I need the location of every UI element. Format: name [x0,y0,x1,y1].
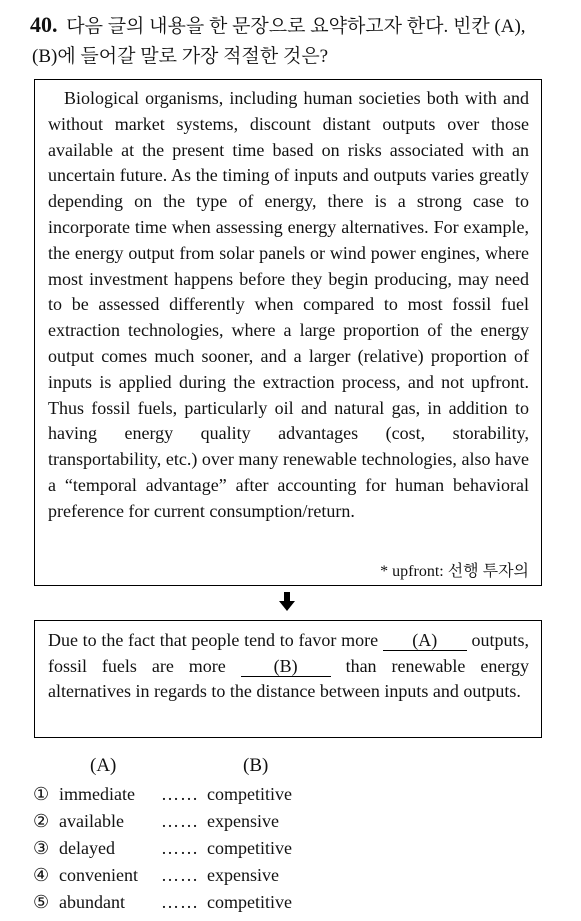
question-header [30,10,560,72]
choice-answer-b: competitive [207,784,292,804]
summary-part2: outputs, fossil fuels are more [48,630,529,676]
choice-number: ⑤ [33,892,50,912]
choice-5[interactable] [33,889,363,916]
choice-answer-a: abundant [59,892,125,912]
summary-part3: than renewable energy alternatives in regards to the distance between inputs and outputs. [48,655,529,701]
choice-number: ① [33,784,50,804]
passage-text: Biological organisms, including human societies both with and without market systems, discount distant outputs over those available at the present time based on risks associated with an uncertain future. As the timing of inputs and outputs varies greatly depending on the type of energy, there is a strong case to incorporate time when assessing energy alternatives. For example, the energy output from solar panels or wind power engines, where most investment happens before they begin producing, may need to be assessed differently when compared to most fossil fuel extraction technologies, where a large proportion of the energy output comes much sooner, and a larger (relative) proportion of inputs is applied during the extraction process, and not upfront. Thus fossil fuels, particularly oil and natural gas, in addition to having energy quality advantages (cost, storability, transportability, etc.) over many renewable technologies, also have a “temporal advantage” after accounting for human behavioral preference for current consumption/return. [48,88,529,521]
down-arrow-icon [279,592,295,612]
choice-number: ② [33,811,50,831]
choice-answer-a: convenient [59,865,138,885]
choice-3[interactable] [33,835,363,862]
question-prompt-text: 다음 글의 내용을 한 문장으로 요약하고자 한다. 빈칸 (A), [66,16,526,37]
choice-answer-b: competitive [207,892,292,912]
passage-box [34,79,542,586]
choice-4[interactable] [33,862,363,889]
choice-separator: …… [161,811,199,831]
choice-separator: …… [161,892,199,912]
choice-1[interactable] [33,781,363,808]
summary-part1: Due to the fact that people tend to favor more [48,630,383,650]
column-header-a: (A) [90,755,117,776]
choice-answer-a: delayed [59,838,115,858]
choice-2[interactable] [33,808,363,835]
choice-number: ③ [33,838,50,858]
blank-a: (A) [383,630,467,651]
choice-answer-a: available [59,811,124,831]
summary-text [48,628,529,705]
blank-b: (B) [241,656,331,677]
choice-answer-b: expensive [207,811,279,831]
choice-answer-b: competitive [207,838,292,858]
choice-answer-a: immediate [59,784,135,804]
question-prompt-line1 [30,10,560,42]
column-header-b: (B) [243,755,269,776]
summary-box [34,620,542,738]
choice-separator: …… [161,784,199,804]
answer-choices [33,781,363,916]
question-prompt-line2: (B)에 들어갈 말로 가장 적절한 것은? [32,46,329,67]
footnote: * upfront: 선행 투자의 [380,563,529,580]
choice-number: ④ [33,865,50,885]
choice-separator: …… [161,865,199,885]
question-number: 40. [30,12,58,37]
choice-answer-b: expensive [207,865,279,885]
choice-separator: …… [161,838,199,858]
